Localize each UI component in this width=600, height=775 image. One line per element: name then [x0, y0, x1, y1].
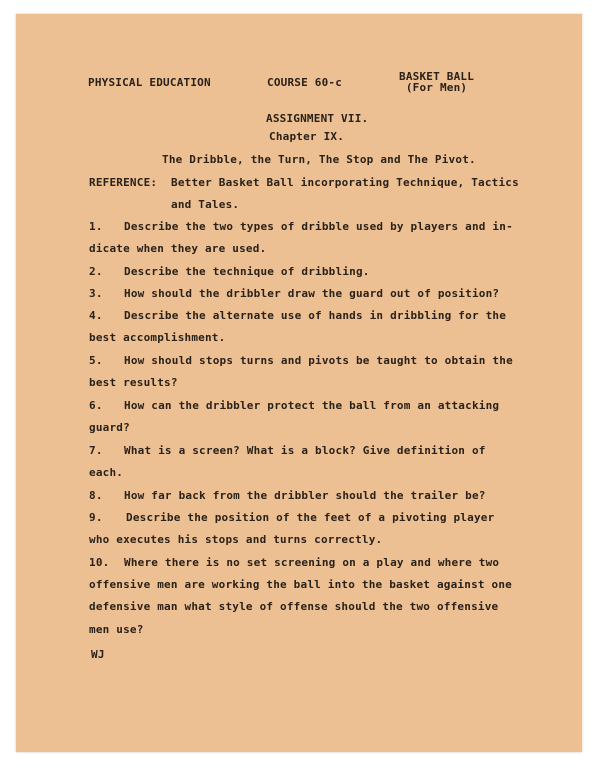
question-number: 5. [89, 354, 103, 367]
question-number: 2. [89, 265, 103, 278]
question-text: How should the dribbler draw the guard out of position? [124, 287, 500, 300]
question-number: 7. [89, 444, 103, 457]
chapter-title: Chapter IX. [269, 130, 345, 143]
question-text-continued: who executes his stops and turns correctly. [89, 533, 383, 546]
subject-heading [399, 71, 474, 93]
course-heading: COURSE 60-c [267, 76, 343, 89]
subject-line-1: BASKET BALL [399, 70, 475, 83]
question-text-continued: best results? [89, 376, 178, 389]
reference-line-2: and Tales. [171, 198, 240, 211]
typist-initials: WJ [91, 648, 105, 661]
reference-line-1: Better Basket Ball incorporating Technique, Tactics [171, 176, 519, 189]
question-text-continued: best accomplishment. [89, 331, 226, 344]
question-text-continued: guard? [89, 421, 130, 434]
question-text-continued: each. [89, 466, 124, 479]
department-heading: PHYSICAL EDUCATION [88, 76, 211, 89]
question-text: Describe the two types of dribble used by players and in- [124, 220, 513, 233]
question-text: How far back from the dribbler should the trailer be? [124, 489, 486, 502]
subject-line-2: (For Men) [405, 81, 468, 94]
question-number: 6. [89, 399, 103, 412]
question-number: 8. [89, 489, 103, 502]
assignment-subtitle: The Dribble, the Turn, The Stop and The Pivot. [162, 153, 476, 166]
question-text: Describe the position of the feet of a pivoting player [126, 511, 495, 524]
question-text-continued: dicate when they are used. [89, 242, 267, 255]
question-text: How should stops turns and pivots be taught to obtain the [124, 354, 513, 367]
question-text: What is a screen? What is a block? Give definition of [124, 444, 486, 457]
question-number: 1. [89, 220, 103, 233]
question-text: Where there is no set screening on a play and where two [124, 556, 500, 569]
question-text: How can the dribbler protect the ball from an attacking [124, 399, 500, 412]
assignment-title: ASSIGNMENT VII. [266, 112, 369, 125]
question-text: Describe the technique of dribbling. [124, 265, 370, 278]
question-number: 9. [89, 511, 103, 524]
question-text-continued: men use? [89, 623, 144, 636]
question-number: 10. [89, 556, 110, 569]
document-page [16, 14, 582, 752]
reference-label: REFERENCE: [89, 176, 158, 189]
question-text: Describe the alternate use of hands in dribbling for the [124, 309, 507, 322]
question-number: 4. [89, 309, 103, 322]
question-text-continued: offensive men are working the ball into the basket against one [89, 578, 512, 591]
question-number: 3. [89, 287, 103, 300]
question-text-continued: defensive man what style of offense should the two offensive [89, 600, 499, 613]
